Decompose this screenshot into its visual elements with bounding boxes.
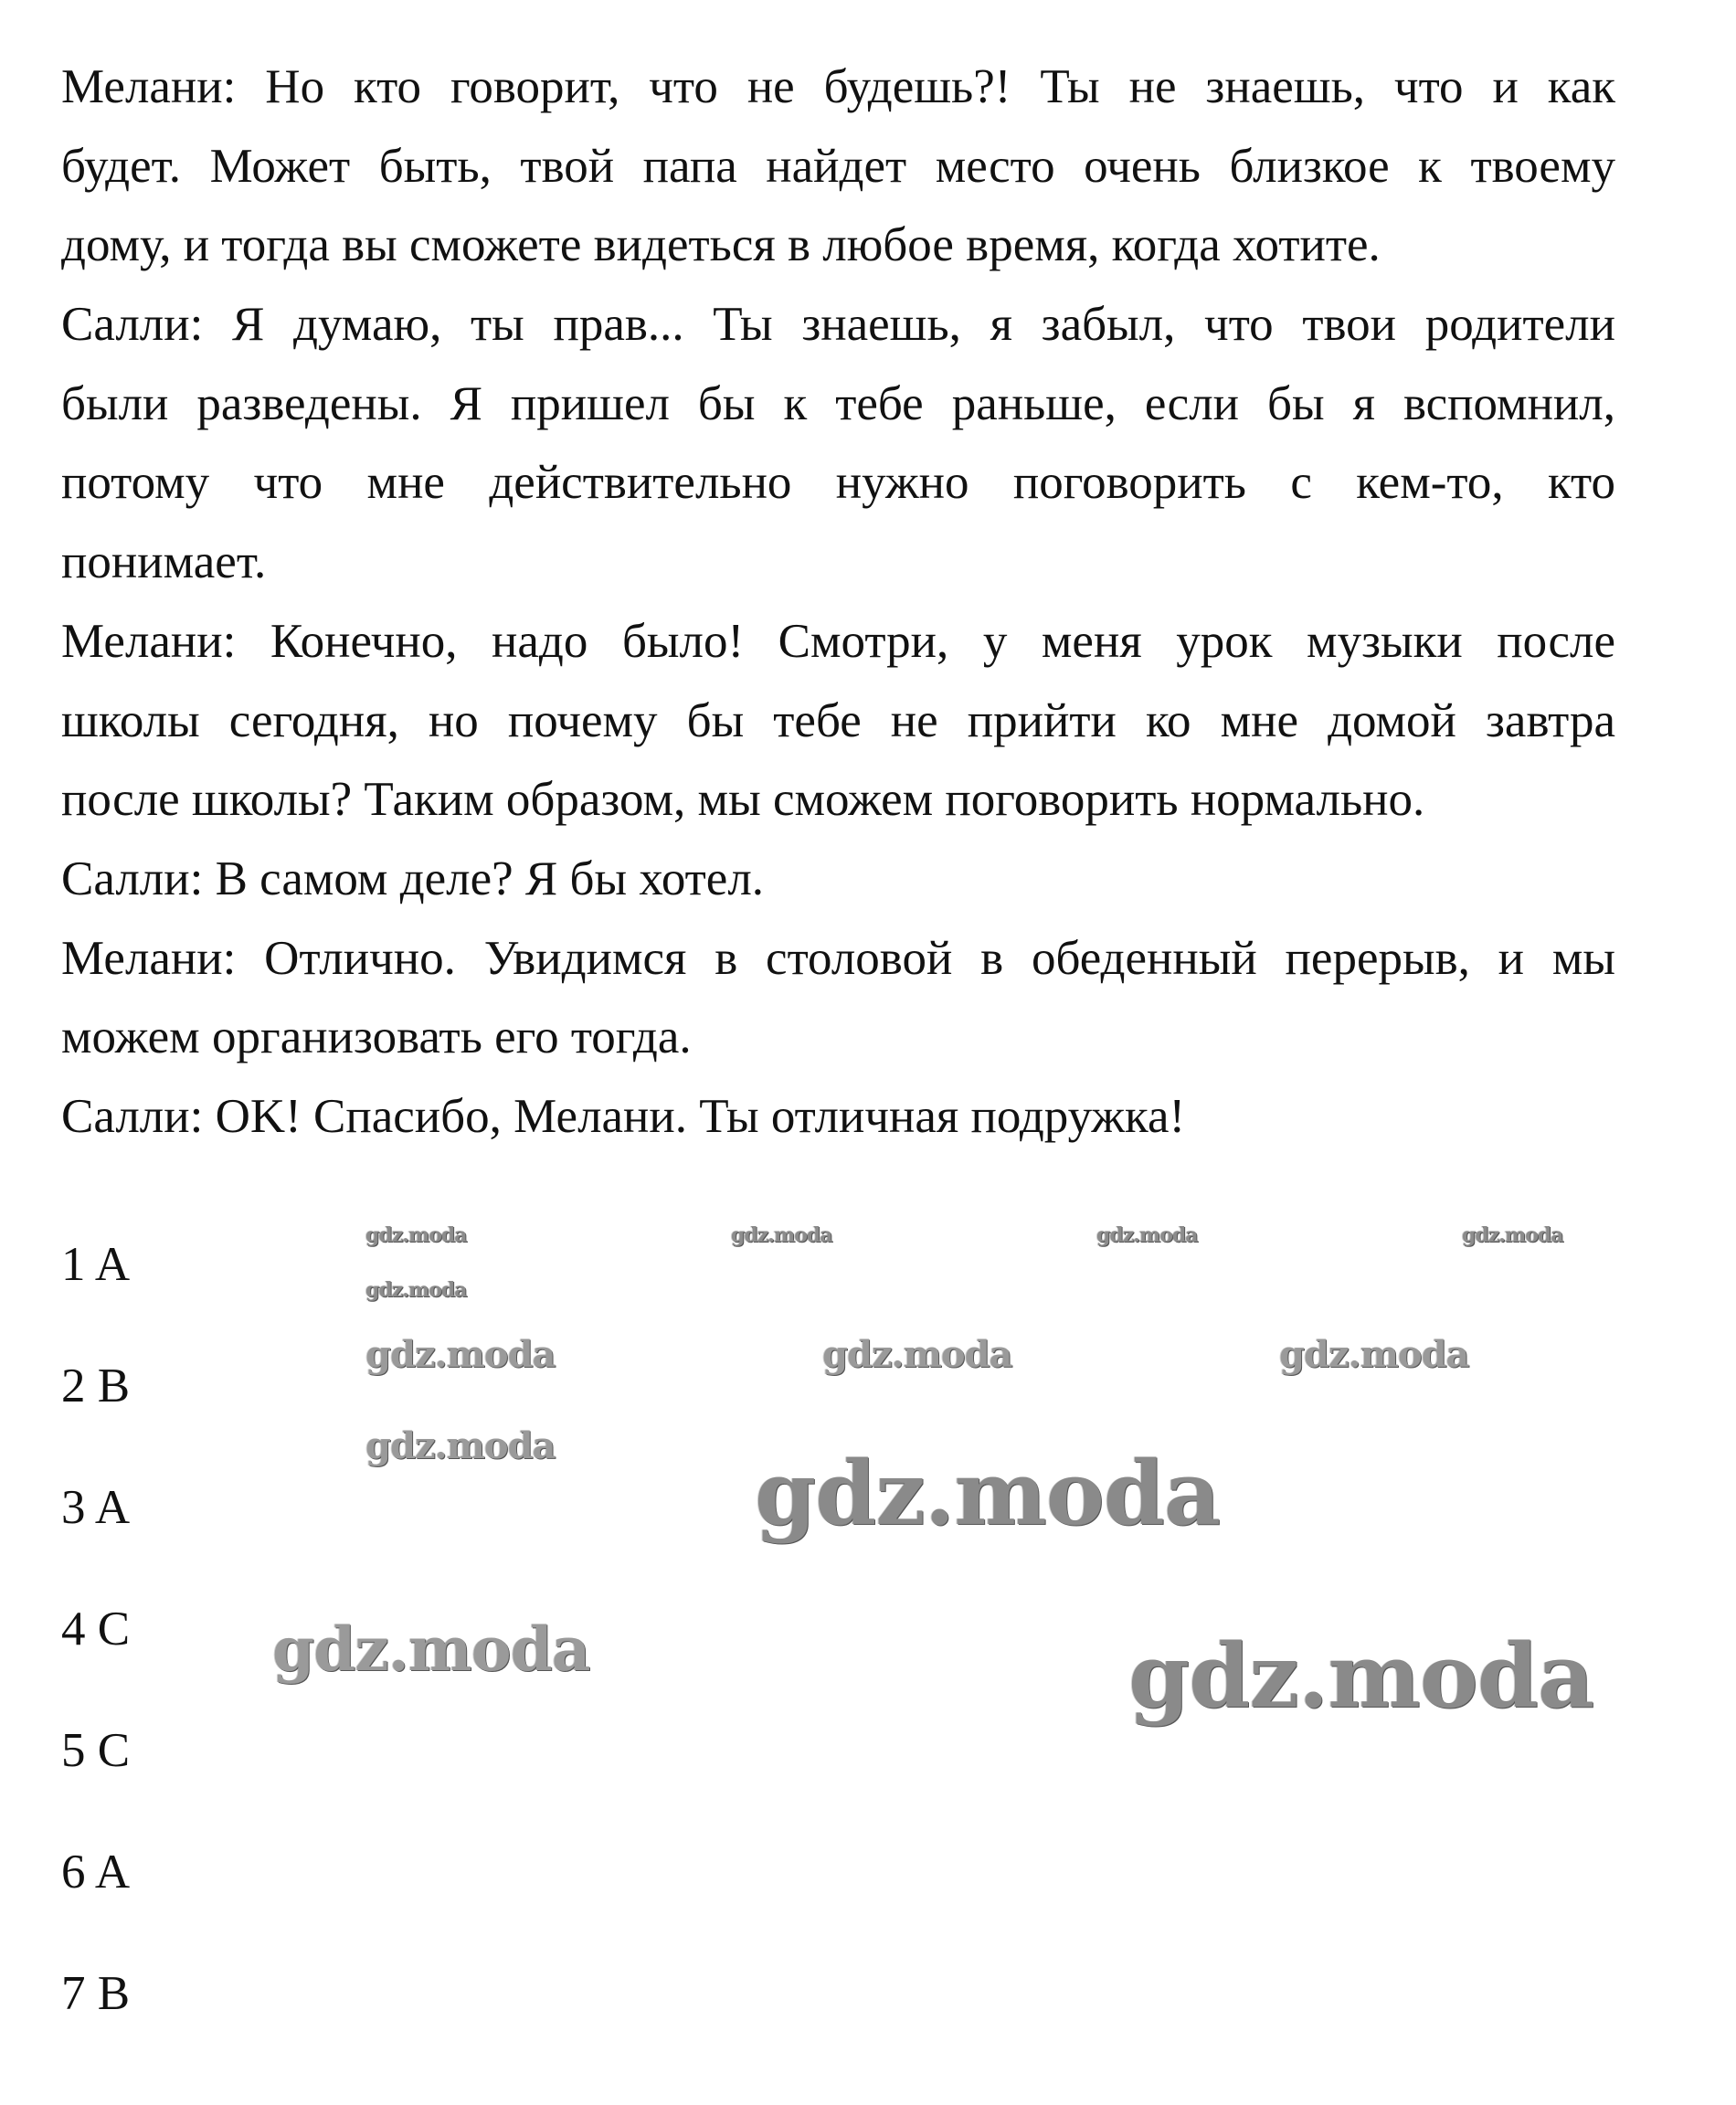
dialogue-text xyxy=(61,48,1615,1157)
dialogue-line: потому что мне действительно нужно поговорить с кем-то, кто xyxy=(61,456,1615,510)
watermark: gdz.moda xyxy=(272,1613,590,1685)
watermark: gdz.moda xyxy=(1096,1223,1198,1247)
dialogue-line: школы сегодня, но почему бы тебе не прийти ко мне домой завтра xyxy=(61,693,1615,747)
watermark: gdz.moda xyxy=(365,1424,556,1467)
watermark: gdz.moda xyxy=(755,1442,1221,1545)
dialogue-line: будет. Может быть, твой папа найдет место очень близкое к твоему xyxy=(61,139,1615,193)
answer-item: 4 C xyxy=(61,1603,131,1655)
dialogue-line: были разведены. Я пришел бы к тебе раньше, если бы я вспомнил, xyxy=(61,376,1615,430)
watermark: gdz.moda xyxy=(365,1278,467,1302)
dialogue-line: Салли: В самом деле? Я бы хотел. xyxy=(61,852,765,905)
dialogue-line: Мелани: Но кто говорит, что не будешь?! Ты не знаешь, что и как xyxy=(61,60,1615,113)
watermark: gdz.moda xyxy=(365,1333,556,1376)
dialogue-line: понимает. xyxy=(61,535,267,589)
watermark: gdz.moda xyxy=(1279,1333,1469,1376)
dialogue-line: Мелани: Отлично. Увидимся в столовой в обеденный перерыв, и мы xyxy=(61,931,1615,985)
answer-item: 6 A xyxy=(61,1846,131,1899)
dialogue-line: Салли: OK! Спасибо, Мелани. Ты отличная подружка! xyxy=(61,1089,1186,1143)
watermark: gdz.moda xyxy=(365,1223,467,1247)
dialogue-line: Мелани: Конечно, надо было! Смотри, у меня урок музыки после xyxy=(61,614,1615,668)
dialogue-line: после школы? Таким образом, мы сможем поговорить нормально. xyxy=(61,773,1425,827)
watermark: gdz.moda xyxy=(1462,1223,1563,1247)
dialogue-line: дому, и тогда вы сможете видеться в любое время, когда хотите. xyxy=(61,218,1381,272)
watermark: gdz.moda xyxy=(731,1223,832,1247)
watermark: gdz.moda xyxy=(822,1333,1012,1376)
answer-item: 7 B xyxy=(61,1967,131,2020)
answer-item: 2 B xyxy=(61,1359,131,1412)
answer-list xyxy=(61,1204,130,2055)
dialogue-line: Салли: Я думаю, ты прав... Ты знаешь, я забыл, что твои родители xyxy=(61,298,1615,352)
answer-item: 1 A xyxy=(61,1238,131,1291)
answer-item: 3 A xyxy=(61,1481,131,1534)
answer-item: 5 C xyxy=(61,1724,131,1777)
dialogue-line: можем организовать его тогда. xyxy=(61,1010,692,1064)
watermark: gdz.moda xyxy=(1128,1624,1594,1728)
